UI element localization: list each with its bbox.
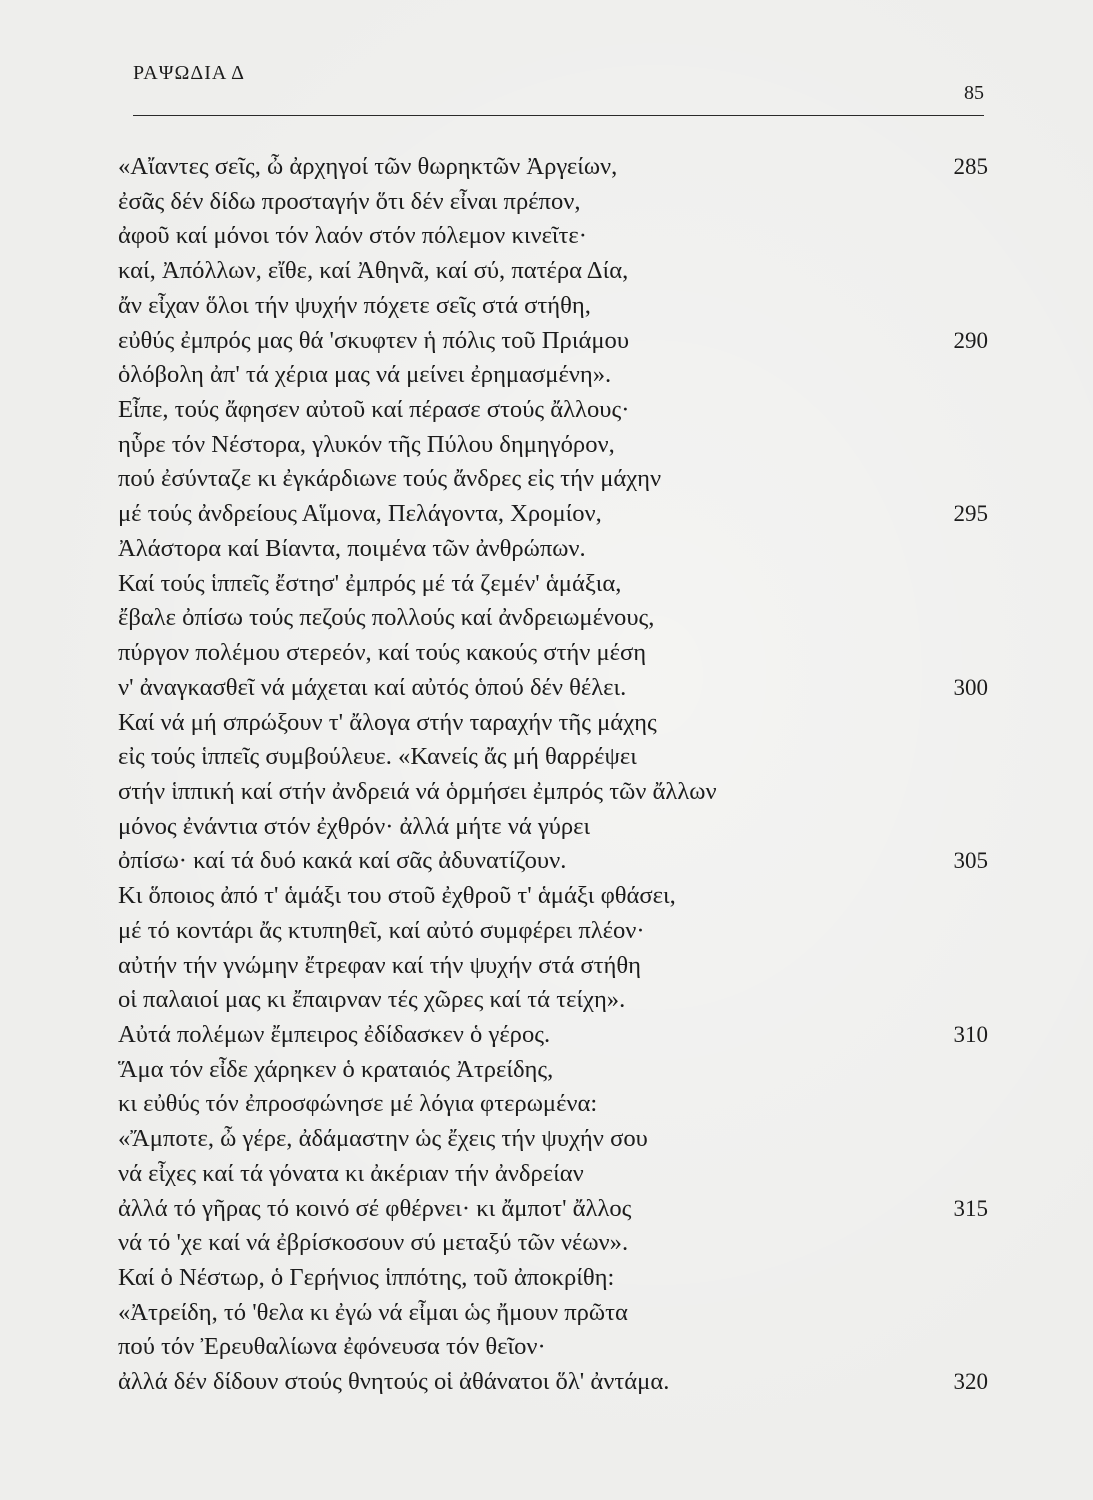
verse-text: Ἅμα τόν εἶδε χάρηκεν ὁ κραταιός Ἀτρείδης, bbox=[118, 1055, 554, 1083]
verse-line bbox=[118, 289, 988, 324]
line-number: 310 bbox=[953, 1021, 988, 1047]
verse-text: μέ τούς ἀνδρείους Αἵμονα, Πελάγοντα, Χρομίον, bbox=[118, 500, 602, 528]
verse-line bbox=[118, 983, 988, 1018]
verse-text: πού τόν Ἐρευθαλίωνα ἐφόνευσα τόν θεῖον· bbox=[118, 1333, 546, 1361]
verse-line bbox=[118, 358, 988, 393]
verse-text: οἱ παλαιοί μας κι ἔπαιρναν τές χῶρες καί τά τείχη». bbox=[118, 986, 626, 1014]
verse-line bbox=[118, 1330, 988, 1365]
verse-line bbox=[118, 601, 988, 636]
line-number: 300 bbox=[953, 674, 988, 700]
verse-line bbox=[118, 219, 988, 254]
verse-text: ἀλλά δέν δίδουν στούς θνητούς οἱ ἀθάνατοι ὅλ' ἀντάμα. bbox=[118, 1368, 670, 1396]
line-number: 305 bbox=[953, 848, 988, 874]
verse-line bbox=[118, 532, 988, 567]
verse-line bbox=[118, 810, 988, 845]
line-number: 295 bbox=[953, 501, 988, 527]
verse-text: νά τό 'χε καί νά ἐβρίσκοσουν σύ μεταξύ τῶν νέων». bbox=[118, 1229, 629, 1257]
verse-list bbox=[118, 150, 988, 1400]
verse-line bbox=[118, 497, 988, 532]
verse-line bbox=[118, 879, 988, 914]
verse-text: Καί νά μή σπρώξουν τ' ἄλογα στήν ταραχήν τῆς μάχης bbox=[118, 708, 657, 736]
page-header bbox=[133, 62, 984, 118]
verse-line bbox=[118, 1365, 988, 1400]
verse-line bbox=[118, 1087, 988, 1122]
line-number: 315 bbox=[953, 1195, 988, 1221]
verse-text: νά εἶχες καί τά γόνατα κι ἀκέριαν τήν ἀνδρείαν bbox=[118, 1159, 584, 1187]
verse-text: «Αἴαντες σεῖς, ὦ ἀρχηγοί τῶν θωρηκτῶν Ἀργείων, bbox=[118, 153, 618, 180]
verse-text: «Ἀτρείδη, τό 'θελα κι ἐγώ νά εἶμαι ὡς ἤμουν πρῶτα bbox=[118, 1298, 628, 1326]
line-number: 285 bbox=[953, 154, 988, 179]
line-number: 320 bbox=[953, 1369, 988, 1395]
verse-text: «Ἄμποτε, ὦ γέρε, ἀδάμαστην ὡς ἔχεις τήν ψυχήν σου bbox=[118, 1125, 648, 1153]
verse-text: Εἶπε, τούς ἄφησεν αὐτοῦ καί πέρασε στούς ἄλλους· bbox=[118, 396, 630, 424]
verse-line bbox=[118, 1192, 988, 1227]
verse-line bbox=[118, 949, 988, 984]
verse-line bbox=[118, 1226, 988, 1261]
verse-line bbox=[118, 706, 988, 741]
verse-text: ηὗρε τόν Νέστορα, γλυκόν τῆς Πύλου δημηγόρον, bbox=[118, 430, 615, 458]
verse-line bbox=[118, 324, 988, 359]
header-rule bbox=[133, 115, 984, 116]
verse-text: στήν ἱππική καί στήν ἀνδρειά νά ὁρμήσει ἐμπρός τῶν ἄλλων bbox=[118, 777, 717, 805]
verse-line bbox=[118, 428, 988, 463]
verse-line bbox=[118, 1018, 988, 1053]
verse-text: καί, Ἀπόλλων, εἴθε, καί Ἀθηνᾶ, καί σύ, πατέρα Δία, bbox=[118, 257, 629, 285]
verse-line bbox=[118, 567, 988, 602]
verse-text: μέ τό κοντάρι ἄς κτυπηθεῖ, καί αὐτό συμφέρει πλέον· bbox=[118, 916, 645, 944]
verse-text: εὐθύς ἐμπρός μας θά 'σκυφτεν ἡ πόλις τοῦ Πριάμου bbox=[118, 326, 629, 354]
verse-text: κι εὐθύς τόν ἐπροσφώνησε μέ λόγια φτερωμένα: bbox=[118, 1090, 598, 1118]
verse-text: μόνος ἐνάντια στόν ἐχθρόν· ἀλλά μήτε νά γύρει bbox=[118, 812, 591, 840]
verse-line bbox=[118, 740, 988, 775]
verse-line bbox=[118, 185, 988, 220]
verse-line bbox=[118, 1053, 988, 1088]
verse-line bbox=[118, 844, 988, 879]
verse-line bbox=[118, 775, 988, 810]
verse-line bbox=[118, 1157, 988, 1192]
verse-line bbox=[118, 393, 988, 428]
verse-line bbox=[118, 1261, 988, 1296]
verse-text: Καί τούς ἱππεῖς ἔστησ' ἐμπρός μέ τά ζεμέν' ἁμάξια, bbox=[118, 569, 622, 597]
verse-text: ἐσᾶς δέν δίδω προσταγήν ὅτι δέν εἶναι πρέπον, bbox=[118, 187, 581, 215]
verse-line bbox=[118, 1122, 988, 1157]
page-number: 85 bbox=[964, 82, 984, 104]
verse-text: αὐτήν τήν γνώμην ἔτρεφαν καί τήν ψυχήν στά στήθη bbox=[118, 951, 642, 979]
verse-text: ἀλλά τό γῆρας τό κοινό σέ φθέρνει· κι ἄμποτ' ἄλλος bbox=[118, 1194, 632, 1222]
verse-line bbox=[118, 636, 988, 671]
verse-text: ἔβαλε ὀπίσω τούς πεζούς πολλούς καί ἀνδρειωμένους, bbox=[118, 604, 655, 632]
verse-text: Καί ὁ Νέστωρ, ὁ Γερήνιος ἱππότης, τοῦ ἀποκρίθη: bbox=[118, 1264, 615, 1291]
verse-text: εἰς τούς ἱππεῖς συμβούλευε. «Κανείς ἄς μή θαρρέψει bbox=[118, 743, 637, 771]
verse-text: ἀφοῦ καί μόνοι τόν λαόν στόν πόλεμον κινεῖτε· bbox=[118, 222, 587, 250]
verse-text: Ἀλάστορα καί Βίαντα, ποιμένα τῶν ἀνθρώπων. bbox=[118, 534, 586, 562]
verse-line bbox=[118, 254, 988, 289]
verse-text: ἄν εἶχαν ὅλοι τήν ψυχήν πόχετε σεῖς στά στήθη, bbox=[118, 291, 591, 319]
verse-text: πού ἐσύνταζε κι ἐγκάρδιωνε τούς ἄνδρες εἰς τήν μάχην bbox=[118, 465, 662, 493]
verse-text: ν' ἀναγκασθεῖ νά μάχεται καί αὐτός ὁπού δέν θέλει. bbox=[118, 673, 627, 701]
line-number: 290 bbox=[953, 327, 988, 353]
verse-line bbox=[118, 462, 988, 497]
verse-text: Κι ὅποιος ἀπό τ' ἁμάξι του στοῦ ἐχθροῦ τ' ἁμάξι φθάσει, bbox=[118, 882, 676, 910]
verse-text: Αὐτά πολέμων ἔμπειρος ἐδίδασκεν ὁ γέρος. bbox=[118, 1020, 551, 1048]
verse-text: ὁλόβολη ἀπ' τά χέρια μας νά μείνει ἐρημασμένη». bbox=[118, 361, 612, 389]
verse-line bbox=[118, 914, 988, 949]
verse-line bbox=[118, 1296, 988, 1331]
verse-line bbox=[118, 150, 988, 185]
verse-text: πύργον πολέμου στερεόν, καί τούς κακούς στήν μέση bbox=[118, 639, 647, 667]
verse-line bbox=[118, 671, 988, 706]
running-head: ΡΑΨΩΔΙΑ Δ bbox=[133, 62, 245, 84]
verse-text: ὀπίσω· καί τά δυό κακά καί σᾶς ἀδυνατίζουν. bbox=[118, 847, 567, 875]
